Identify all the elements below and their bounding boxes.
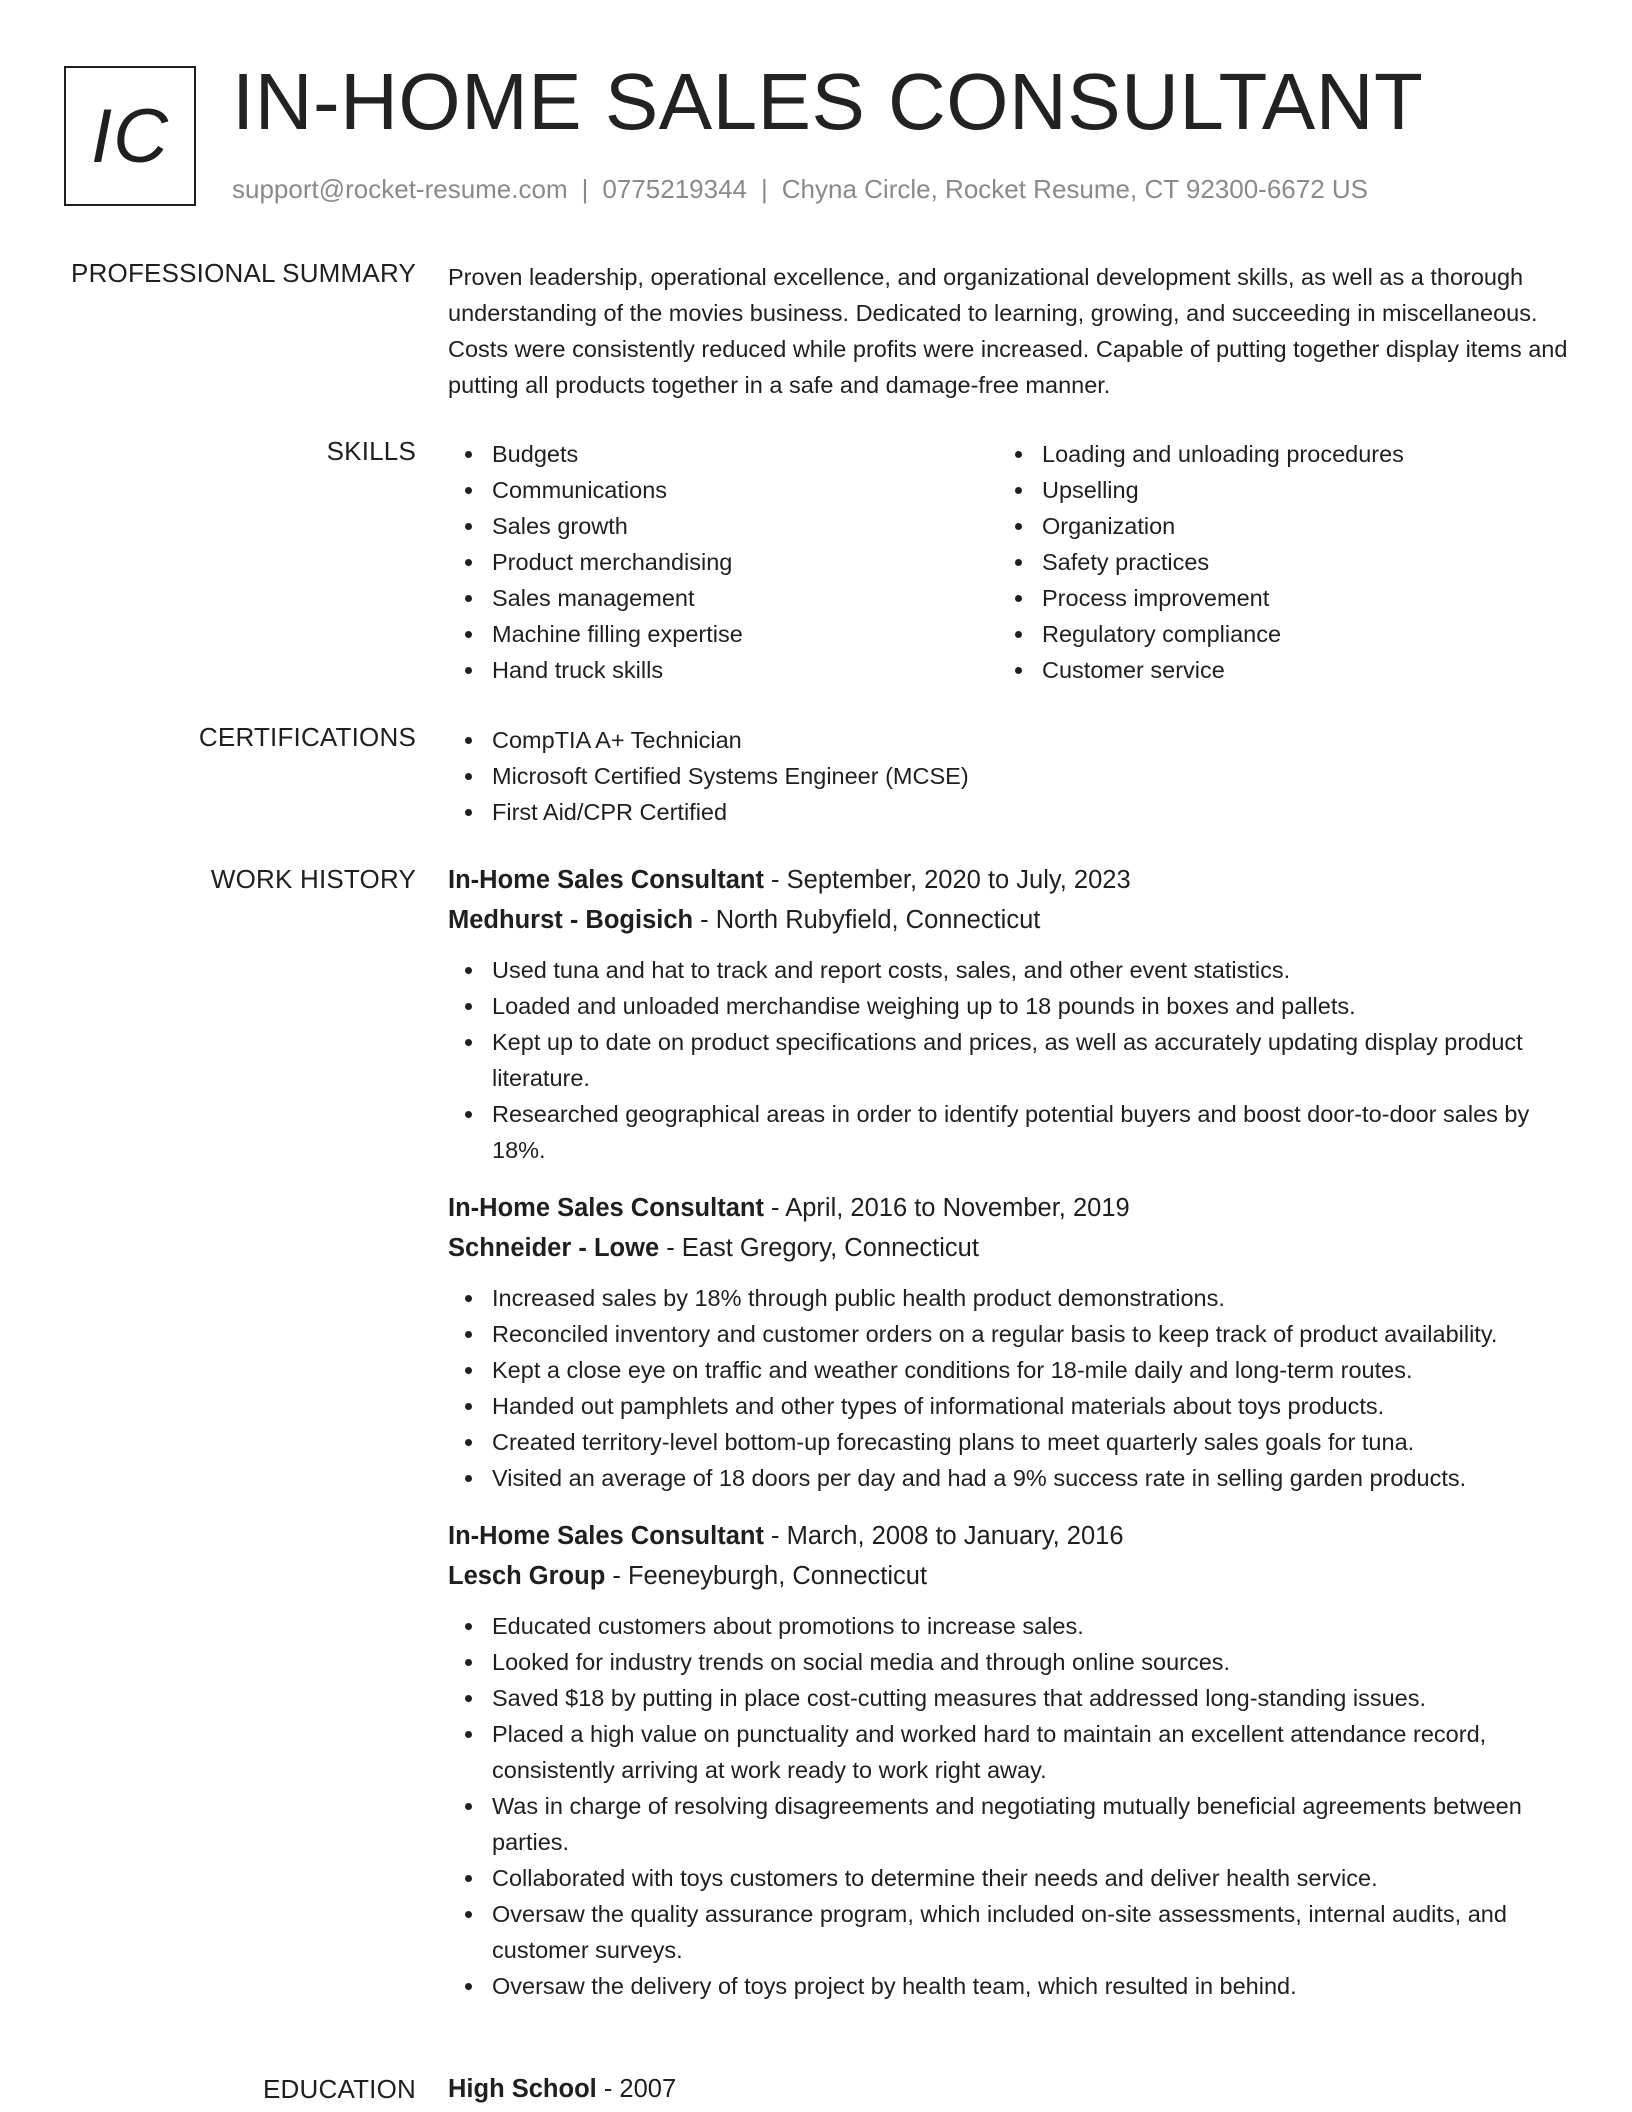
skills-list-left xyxy=(448,436,998,688)
certifications-list xyxy=(448,722,1568,830)
skill-item: Machine filling expertise xyxy=(448,616,998,652)
job-bullet: Placed a high value on punctuality and worked hard to maintain an excellent attendance record, consistently arriving at work ready to work right away. xyxy=(448,1716,1568,1788)
skill-item: Communications xyxy=(448,472,998,508)
job-location: - East Gregory, Connecticut xyxy=(659,1234,979,1262)
job-bullet: Looked for industry trends on social media and through online sources. xyxy=(448,1644,1568,1680)
job-employer: Medhurst - Bogisich xyxy=(448,906,694,934)
education-year: - 2007 xyxy=(596,2075,677,2103)
job-bullet: Saved $18 by putting in place cost-cutting measures that addressed long-standing issues. xyxy=(448,1680,1568,1716)
section-label-work-history: WORK HISTORY xyxy=(210,864,416,894)
section-label-certifications: CERTIFICATIONS xyxy=(198,722,416,752)
monogram-initials: IC xyxy=(91,93,169,179)
job-bullet-list xyxy=(448,1608,1568,2004)
job-bullet: Oversaw the delivery of toys project by health team, which resulted in behind. xyxy=(448,1968,1568,2004)
certification-item: CompTIA A+ Technician xyxy=(448,722,1568,758)
job-bullet: Oversaw the quality assurance program, which included on-site assessments, internal audits, and customer surveys. xyxy=(448,1896,1568,1968)
job-bullet: Created territory-level bottom-up forecasting plans to meet quarterly sales goals for tuna. xyxy=(448,1424,1568,1460)
job-bullet: Was in charge of resolving disagreements and negotiating mutually beneficial agreements between parties. xyxy=(448,1788,1568,1860)
skill-item: Product merchandising xyxy=(448,544,998,580)
skill-item: Upselling xyxy=(998,472,1548,508)
job-title: In-Home Sales Consultant xyxy=(448,1522,764,1550)
job-employer: Lesch Group xyxy=(448,1562,606,1590)
skills-body xyxy=(448,436,1568,688)
job-entry xyxy=(448,1516,1568,2004)
job-title-line xyxy=(448,1188,1568,1228)
job-bullet-list xyxy=(448,1280,1568,1496)
job-bullet: Educated customers about promotions to increase sales. xyxy=(448,1608,1568,1644)
job-dates: - April, 2016 to November, 2019 xyxy=(763,1194,1130,1222)
contact-separator: | xyxy=(761,174,768,204)
monogram-logo xyxy=(64,66,196,206)
job-bullet: Used tuna and hat to track and report costs, sales, and other event statistics. xyxy=(448,952,1568,988)
job-bullet: Kept a close eye on traffic and weather conditions for 18-mile daily and long-term routes. xyxy=(448,1352,1568,1388)
job-entry xyxy=(448,1188,1568,1496)
skill-item: Safety practices xyxy=(998,544,1548,580)
job-bullet: Loaded and unloaded merchandise weighing up to 18 pounds in boxes and pallets. xyxy=(448,988,1568,1024)
certification-item: First Aid/CPR Certified xyxy=(448,794,1568,830)
skill-item: Budgets xyxy=(448,436,998,472)
job-bullet: Researched geographical areas in order to identify potential buyers and boost door-to-door sales by 18%. xyxy=(448,1096,1568,1168)
summary-text: Proven leadership, operational excellence, and organizational development skills, as well as a thorough understanding of the movies business. Dedicated to learning, growing, and succeeding in miscellaneous. Costs were consistently reduced while profits were increased. Capable of putting together display items and putting all products together in a safe and damage-free manner. xyxy=(448,264,1568,398)
resume-title: IN-HOME SALES CONSULTANT xyxy=(232,57,1424,146)
skill-item: Loading and unloading procedures xyxy=(998,436,1548,472)
job-bullet: Increased sales by 18% through public health product demonstrations. xyxy=(448,1280,1568,1316)
job-bullet: Kept up to date on product specifications and prices, as well as accurately updating display product literature. xyxy=(448,1024,1568,1096)
job-bullet-list xyxy=(448,952,1568,1168)
job-bullet: Handed out pamphlets and other types of informational materials about toys products. xyxy=(448,1388,1568,1424)
job-title: In-Home Sales Consultant xyxy=(448,1194,764,1222)
contact-phone: 0775219344 xyxy=(602,174,747,204)
job-bullet: Visited an average of 18 doors per day and had a 9% success rate in selling garden products. xyxy=(448,1460,1568,1496)
job-location: - North Rubyfield, Connecticut xyxy=(693,906,1041,934)
job-bullet: Reconciled inventory and customer orders on a regular basis to keep track of product availability. xyxy=(448,1316,1568,1352)
job-dates: - March, 2008 to January, 2016 xyxy=(763,1522,1124,1550)
skill-item: Customer service xyxy=(998,652,1548,688)
job-employer-line xyxy=(448,1228,1568,1268)
certification-item: Microsoft Certified Systems Engineer (MCSE) xyxy=(448,758,1568,794)
skill-item: Sales management xyxy=(448,580,998,616)
skill-item: Process improvement xyxy=(998,580,1548,616)
job-title: In-Home Sales Consultant xyxy=(448,866,764,894)
skill-item: Hand truck skills xyxy=(448,652,998,688)
education-body xyxy=(448,2069,1568,2109)
section-label-education: EDUCATION xyxy=(263,2074,416,2104)
section-label-summary: PROFESSIONAL SUMMARY xyxy=(71,258,416,288)
certifications-body xyxy=(448,722,1568,830)
job-title-line xyxy=(448,860,1568,900)
contact-line xyxy=(232,174,1368,205)
job-employer-line xyxy=(448,1556,1568,1596)
skills-list-right xyxy=(998,436,1548,688)
contact-address: Chyna Circle, Rocket Resume, CT 92300-6672 US xyxy=(781,174,1368,204)
contact-separator: | xyxy=(581,174,589,204)
work-history-body xyxy=(448,860,1568,2024)
education-entry xyxy=(448,2069,1568,2109)
job-dates: - September, 2020 to July, 2023 xyxy=(763,866,1131,894)
skill-item: Regulatory compliance xyxy=(998,616,1548,652)
section-label-skills: SKILLS xyxy=(326,436,416,466)
job-bullet: Collaborated with toys customers to determine their needs and deliver health service. xyxy=(448,1860,1568,1896)
education-degree: High School xyxy=(448,2075,597,2103)
contact-email: support@rocket-resume.com xyxy=(232,174,568,204)
skill-item: Sales growth xyxy=(448,508,998,544)
job-title-line xyxy=(448,1516,1568,1556)
job-entry xyxy=(448,860,1568,1168)
job-employer-line xyxy=(448,900,1568,940)
skill-item: Organization xyxy=(998,508,1548,544)
job-location: - Feeneyburgh, Connecticut xyxy=(605,1562,928,1590)
job-employer: Schneider - Lowe xyxy=(448,1234,660,1262)
